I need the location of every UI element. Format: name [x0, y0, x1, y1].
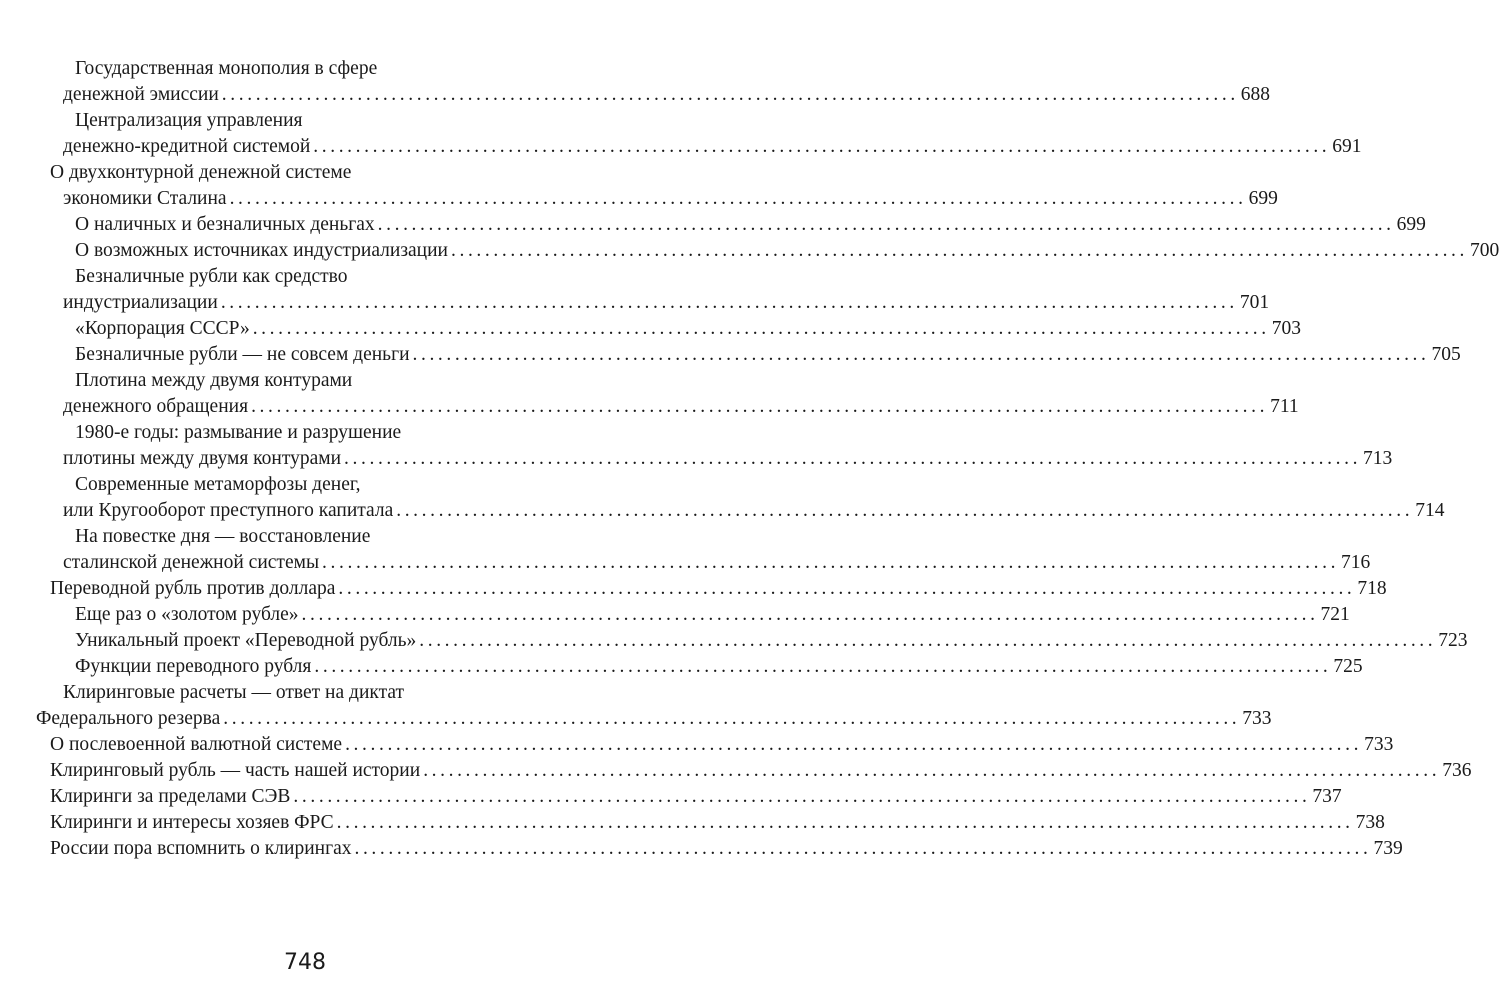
toc-entry	[63, 290, 1270, 316]
dot-leader: ........................................................................................................................	[423, 760, 1441, 781]
toc-entry	[63, 134, 1362, 160]
toc-entry	[63, 186, 1278, 212]
toc-entry-title-line: Клиринги и интересы хозяев ФРС	[50, 812, 334, 833]
toc-entry-title-line: Переводной рубль против доллара	[50, 578, 336, 599]
dot-leader: ........................................................................................................................	[419, 630, 1437, 651]
toc-entry	[75, 238, 1499, 264]
toc-entry-title-line: Еще раз о «золотом рубле»	[75, 604, 299, 625]
toc-entry	[75, 654, 1363, 680]
toc-entry-title-line: Безналичные рубли как средство	[75, 266, 348, 287]
toc-entry	[36, 706, 1272, 732]
dot-leader: ........................................................................................................................	[252, 318, 1270, 339]
toc-page-number: 701	[1239, 292, 1270, 313]
toc-entry-title-line: Федерального резерва	[36, 708, 221, 729]
toc-page-number: 733	[1242, 708, 1272, 729]
toc-entry-title-line: Уникальный проект «Переводной рубль»	[75, 630, 417, 651]
toc-entry-title-line: плотины между двумя контурами	[63, 448, 342, 469]
toc-page-number: 703	[1271, 318, 1301, 339]
toc-page-number: 739	[1373, 838, 1403, 859]
page-number: 748	[284, 950, 326, 975]
toc-page-number: 737	[1312, 786, 1342, 807]
dot-leader: ........................................................................................................................	[322, 552, 1340, 573]
toc-entry-title-line: Современные метаморфозы денег,	[75, 474, 361, 495]
toc-page-number: 713	[1363, 448, 1393, 469]
dot-leader: ........................................................................................................................	[344, 448, 1362, 469]
toc-page-number: 699	[1396, 214, 1426, 235]
toc-page-number: 699	[1248, 188, 1278, 209]
dot-leader: ........................................................................................................................	[221, 84, 1239, 105]
toc-entry-title-line: О двухконтурной денежной системе	[50, 162, 352, 183]
toc-page-number: 723	[1438, 630, 1468, 651]
toc-entry-title-line: «Корпорация СССР»	[75, 318, 250, 339]
toc-entry	[50, 810, 1385, 836]
toc-page-number: 738	[1355, 812, 1385, 833]
dot-leader: ........................................................................................................................	[293, 786, 1311, 807]
toc-page-number: 736	[1442, 760, 1472, 781]
toc-page-number: 705	[1431, 344, 1461, 365]
toc-entry	[75, 342, 1461, 368]
dot-leader: ........................................................................................................................	[451, 240, 1468, 261]
toc-entry-title-line: О возможных источниках индустриализации	[75, 240, 448, 261]
toc-entry	[75, 628, 1468, 654]
toc-entry-title-line: Централизация управления	[75, 110, 303, 131]
toc-entry	[63, 82, 1271, 108]
toc-entry-title-line: денежно-кредитной системой	[63, 136, 311, 157]
toc-page-number: 725	[1333, 656, 1363, 677]
toc-entry	[63, 498, 1445, 524]
dot-leader: ........................................................................................................................	[377, 214, 1395, 235]
dot-leader: ........................................................................................................................	[412, 344, 1430, 365]
toc-entry	[63, 394, 1299, 420]
toc-entry-title-line: Клиринги за пределами СЭВ	[50, 786, 291, 807]
toc-entry	[75, 602, 1350, 628]
toc-entry-title-line: Клиринговый рубль — часть нашей истории	[50, 760, 421, 781]
dot-leader: ........................................................................................................................	[223, 708, 1241, 729]
toc-entry-title-line: Безналичные рубли — не совсем деньги	[75, 344, 410, 365]
toc-entry-title-line: России пора вспомнить о клирингах	[50, 838, 352, 859]
dot-leader: ........................................................................................................................	[301, 604, 1319, 625]
dot-leader: ........................................................................................................................	[396, 500, 1414, 521]
toc-entry-title-line: На повестке дня — восстановление	[75, 526, 371, 547]
toc-page-number: 700	[1470, 240, 1499, 261]
toc-entry-title-line: экономики Сталина	[63, 188, 227, 209]
dot-leader: ........................................................................................................................	[336, 812, 1354, 833]
toc-entry	[63, 446, 1393, 472]
toc-entry-title-line: денежного обращения	[63, 396, 249, 417]
toc-entry	[50, 836, 1403, 862]
toc-entry-title-line: О наличных и безналичных деньгах	[75, 214, 375, 235]
toc-entry	[75, 316, 1301, 342]
dot-leader: ........................................................................................................................	[313, 136, 1331, 157]
toc-entry-title-line: или Кругооборот преступного капитала	[63, 500, 394, 521]
dot-leader: ........................................................................................................................	[251, 396, 1269, 417]
toc-page-number: 718	[1357, 578, 1387, 599]
toc-entry	[50, 732, 1394, 758]
toc-entry-title-line: 1980-е годы: размывание и разрушение	[75, 422, 402, 443]
toc-page-number: 691	[1332, 136, 1362, 157]
toc-entry-title-line: сталинской денежной системы	[63, 552, 320, 573]
toc-entry-title-line: Государственная монополия в сфере	[75, 58, 378, 79]
dot-leader: ........................................................................................................................	[338, 578, 1356, 599]
toc-entry	[75, 212, 1426, 238]
toc-page-number: 714	[1415, 500, 1445, 521]
toc-page-number: 716	[1341, 552, 1371, 573]
toc-page-number: 721	[1320, 604, 1350, 625]
toc-entry	[63, 550, 1371, 576]
toc-entry-title-line: Плотина между двумя контурами	[75, 370, 353, 391]
dot-leader: ........................................................................................................................	[345, 734, 1363, 755]
toc-entry-title-line: О послевоенной валютной системе	[50, 734, 343, 755]
toc-page-number: 688	[1240, 84, 1271, 105]
toc-entry-title-line: Клиринговые расчеты — ответ на диктат	[63, 682, 405, 703]
toc-entry-title-line: Функции переводного рубля	[75, 656, 312, 677]
toc-entry-title-line: денежной эмиссии	[63, 84, 219, 105]
dot-leader: ........................................................................................................................	[229, 188, 1247, 209]
toc-page-number: 711	[1270, 396, 1299, 417]
toc-entry	[50, 758, 1472, 784]
toc-page-number: 733	[1364, 734, 1394, 755]
toc-entry	[50, 576, 1387, 602]
toc-entry	[50, 784, 1342, 810]
dot-leader: ........................................................................................................................	[220, 292, 1238, 313]
toc-entry-title-line: индустриализации	[63, 292, 218, 313]
dot-leader: ........................................................................................................................	[354, 838, 1372, 859]
dot-leader: ........................................................................................................................	[314, 656, 1332, 677]
